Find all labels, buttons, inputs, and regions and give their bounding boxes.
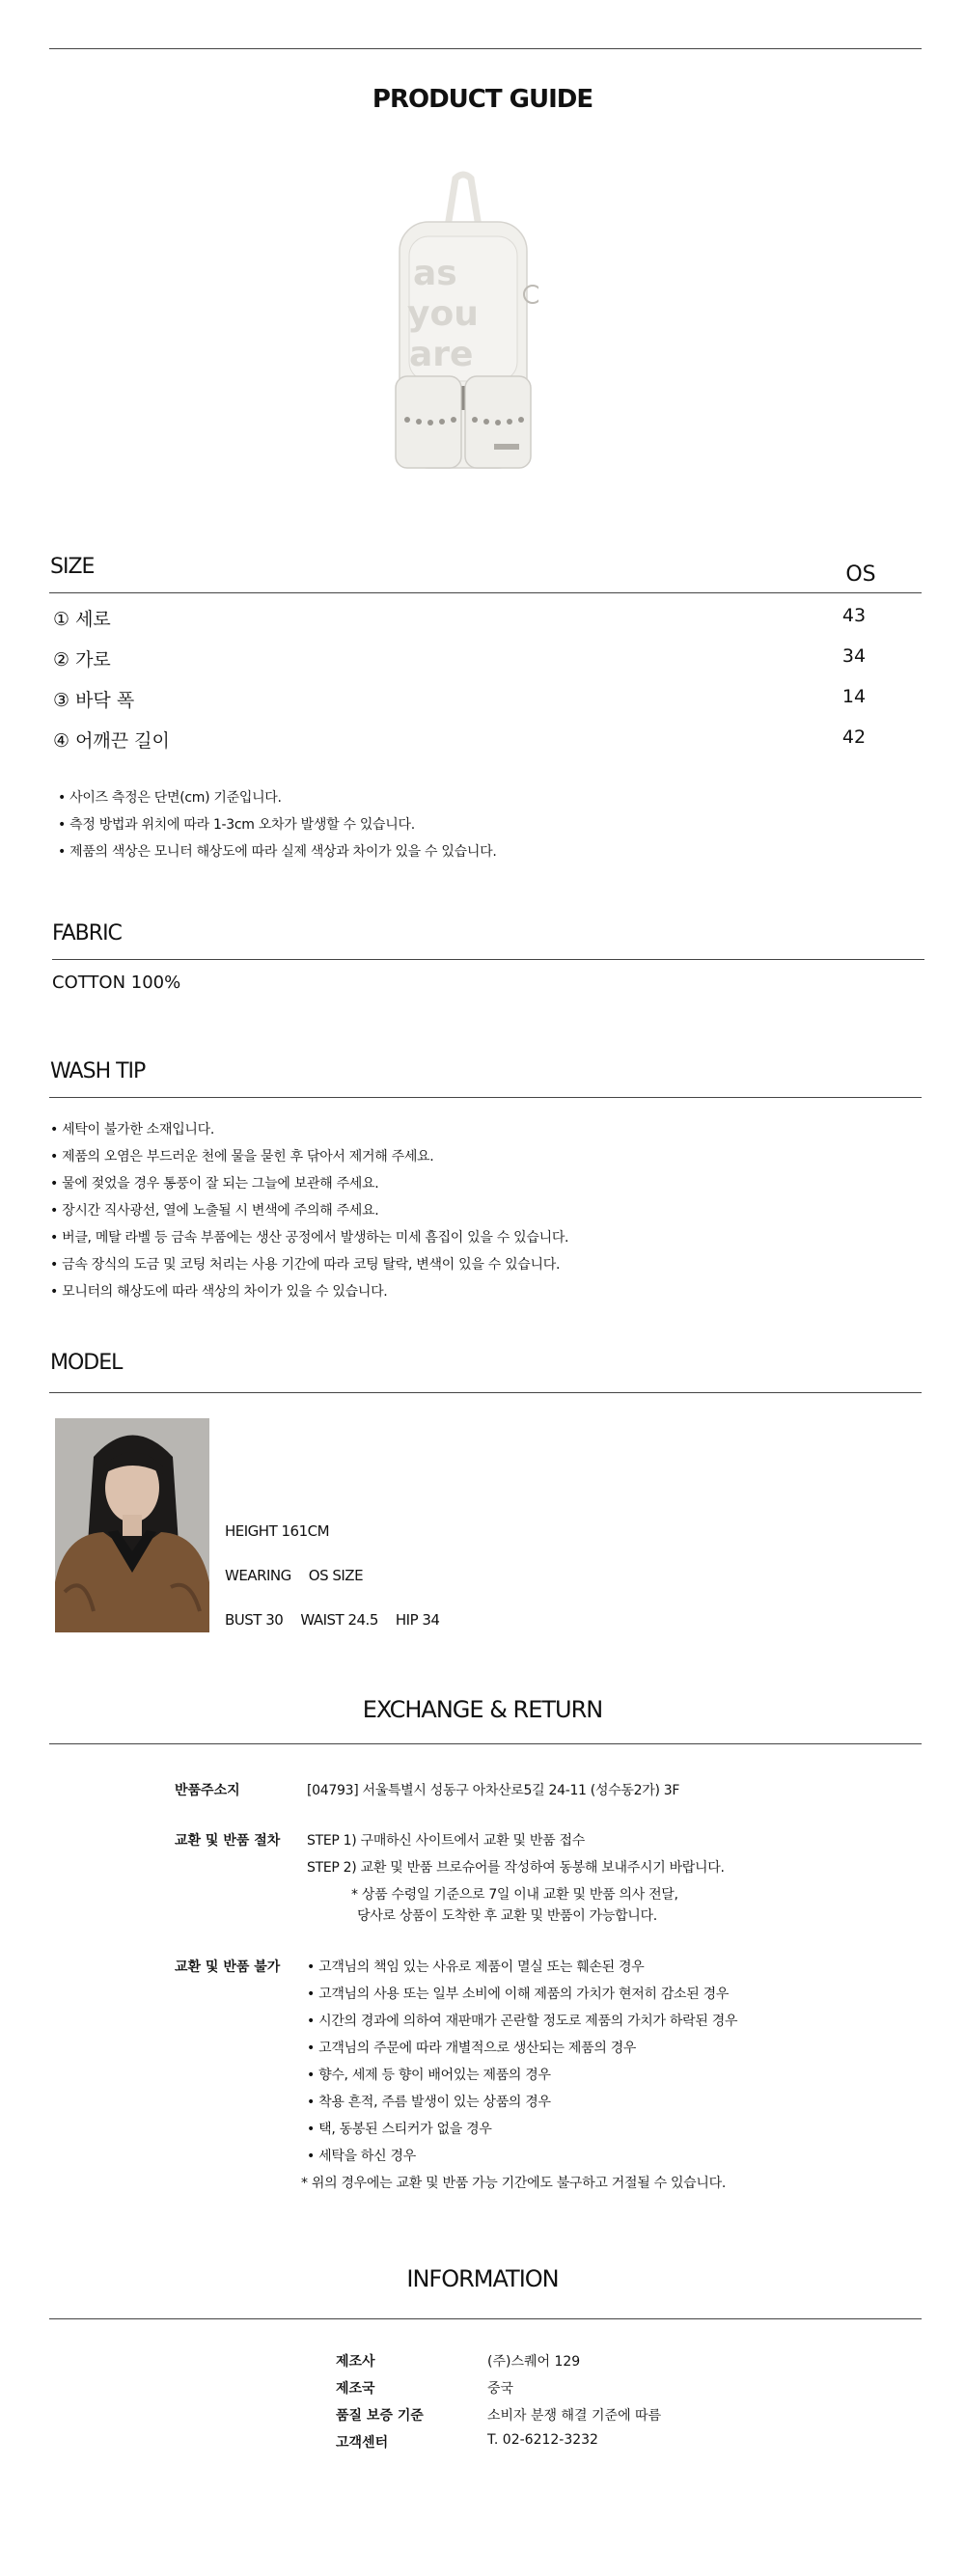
size-row-value: 43	[841, 605, 867, 626]
info-value: 중국	[487, 2381, 514, 2397]
info-label: 고객센터	[336, 2435, 389, 2451]
size-row-label: ③ 바닥 폭	[53, 690, 135, 711]
address-label: 반품주소지	[175, 1783, 240, 1798]
refusal-item: • 세탁을 하신 경우	[307, 2149, 416, 2164]
model-hip: HIP 34	[395, 1611, 440, 1629]
top-divider	[49, 48, 922, 49]
product-image	[388, 169, 538, 478]
size-divider	[49, 592, 922, 593]
size-row-value: 14	[841, 686, 867, 707]
address-value: [04793] 서울특별시 성동구 아차산로5길 24-11 (성수동2가) 3F	[307, 1783, 680, 1798]
refusal-item: • 착용 흔적, 주름 발생이 있는 상품의 경우	[307, 2095, 551, 2110]
refusal-item: • 고객님의 사용 또는 일부 소비에 이해 제품의 가치가 현저히 감소된 경우	[307, 1987, 730, 2002]
wash-tip-title: WASH TIP	[50, 1059, 146, 1083]
refusal-label: 교환 및 반품 불가	[175, 1959, 281, 1975]
size-note: • 측정 방법과 위치에 따라 1-3cm 오차가 발생할 수 있습니다.	[58, 817, 415, 833]
info-label: 제조사	[336, 2354, 375, 2370]
size-row	[53, 605, 873, 634]
procedure-label: 교환 및 반품 절차	[175, 1833, 281, 1849]
bag-print-1: as	[413, 254, 457, 293]
info-label: 제조국	[336, 2381, 375, 2397]
procedure-step: STEP 1) 구매하신 사이트에서 교환 및 반품 접수	[307, 1833, 585, 1849]
wash-tip-divider	[49, 1097, 922, 1098]
info-value: T. 02-6212-3232	[487, 2432, 598, 2448]
size-row-label: ④ 어깨끈 길이	[53, 730, 170, 752]
info-value: 소비자 분쟁 해결 기준에 따름	[487, 2408, 662, 2424]
size-row	[53, 726, 873, 755]
size-row	[53, 686, 873, 715]
model-wearing	[225, 1567, 380, 1584]
wash-tip-item: • 제품의 오염은 부드러운 천에 물을 묻힌 후 닦아서 제거해 주세요.	[50, 1149, 434, 1165]
wash-tip-item: • 장시간 직사광선, 열에 노출될 시 변색에 주의해 주세요.	[50, 1203, 379, 1219]
model-measurements	[225, 1611, 456, 1629]
exchange-title: EXCHANGE & RETURN	[362, 1696, 603, 1723]
refusal-item: • 고객님의 책임 있는 사유로 제품이 멸실 또는 훼손된 경우	[307, 1959, 645, 1975]
model-photo	[55, 1418, 209, 1632]
size-note: • 제품의 색상은 모니터 해상도에 따라 실제 색상과 차이가 있을 수 있습니다.	[58, 844, 497, 860]
size-row-label: ① 세로	[53, 609, 111, 630]
fabric-title: FABRIC	[52, 921, 122, 945]
model-bust: BUST 30	[225, 1611, 284, 1629]
information-title: INFORMATION	[406, 2265, 559, 2292]
model-waist: WAIST 24.5	[300, 1611, 378, 1629]
wash-tip-item: • 세탁이 불가한 소재입니다.	[50, 1122, 215, 1137]
size-row-value: 34	[841, 645, 867, 667]
info-value: (주)스퀘어 129	[487, 2354, 581, 2370]
procedure-note: * 상품 수령일 기준으로 7일 이내 교환 및 반품 의사 전달,	[351, 1887, 678, 1903]
exchange-divider	[49, 1743, 922, 1744]
size-note: • 사이즈 측정은 단면(cm) 기준입니다.	[58, 790, 282, 806]
wash-tip-item: • 버클, 메탈 라벨 등 금속 부품에는 생산 공정에서 발생하는 미세 흠집이 있을 수 있습니다.	[50, 1230, 569, 1246]
model-wearing-size: OS SIZE	[308, 1567, 364, 1584]
size-column-os: OS	[845, 562, 876, 587]
model-divider	[49, 1392, 922, 1393]
size-row	[53, 645, 873, 674]
wash-tip-item: • 모니터의 해상도에 따라 색상의 차이가 있을 수 있습니다.	[50, 1284, 388, 1300]
fabric-divider	[52, 959, 924, 960]
refusal-note: * 위의 경우에는 교환 및 반품 가능 기간에도 불구하고 거절될 수 있습니다.	[301, 2176, 726, 2191]
refusal-item: • 향수, 세제 등 향이 배어있는 제품의 경우	[307, 2068, 551, 2083]
procedure-step: STEP 2) 교환 및 반품 브로슈어를 작성하여 동봉해 보내주시기 바랍니다.	[307, 1860, 725, 1876]
bag-print-2: you	[407, 294, 479, 334]
size-row-label: ② 가로	[53, 649, 111, 671]
size-row-value: 42	[841, 726, 867, 748]
model-height: HEIGHT 161CM	[225, 1522, 330, 1540]
refusal-item: • 고객님의 주문에 따라 개별적으로 생산되는 제품의 경우	[307, 2041, 637, 2056]
info-label: 품질 보증 기준	[336, 2408, 424, 2424]
refusal-item: • 시간의 경과에 의하여 재판매가 곤란할 정도로 제품의 가치가 하락된 경우	[307, 2014, 738, 2029]
product-guide-title: PRODUCT GUIDE	[372, 85, 593, 114]
model-wearing-label: WEARING	[225, 1567, 291, 1584]
procedure-note: 당사로 상품이 도착한 후 교환 및 반품이 가능합니다.	[357, 1908, 657, 1924]
model-title: MODEL	[50, 1351, 123, 1375]
wash-tip-item: • 금속 장식의 도금 및 코팅 처리는 사용 기간에 따라 코팅 탈락, 변색이 있을 수 있습니다.	[50, 1257, 561, 1273]
information-divider	[49, 2318, 922, 2319]
wash-tip-item: • 물에 젖었을 경우 통풍이 잘 되는 그늘에 보관해 주세요.	[50, 1176, 379, 1192]
bag-print-3: are	[409, 335, 474, 374]
fabric-value: COTTON 100%	[52, 973, 181, 993]
backpack-illustration	[388, 169, 538, 478]
size-title: SIZE	[50, 555, 95, 579]
refusal-item: • 택, 동봉된 스티커가 없을 경우	[307, 2122, 492, 2137]
